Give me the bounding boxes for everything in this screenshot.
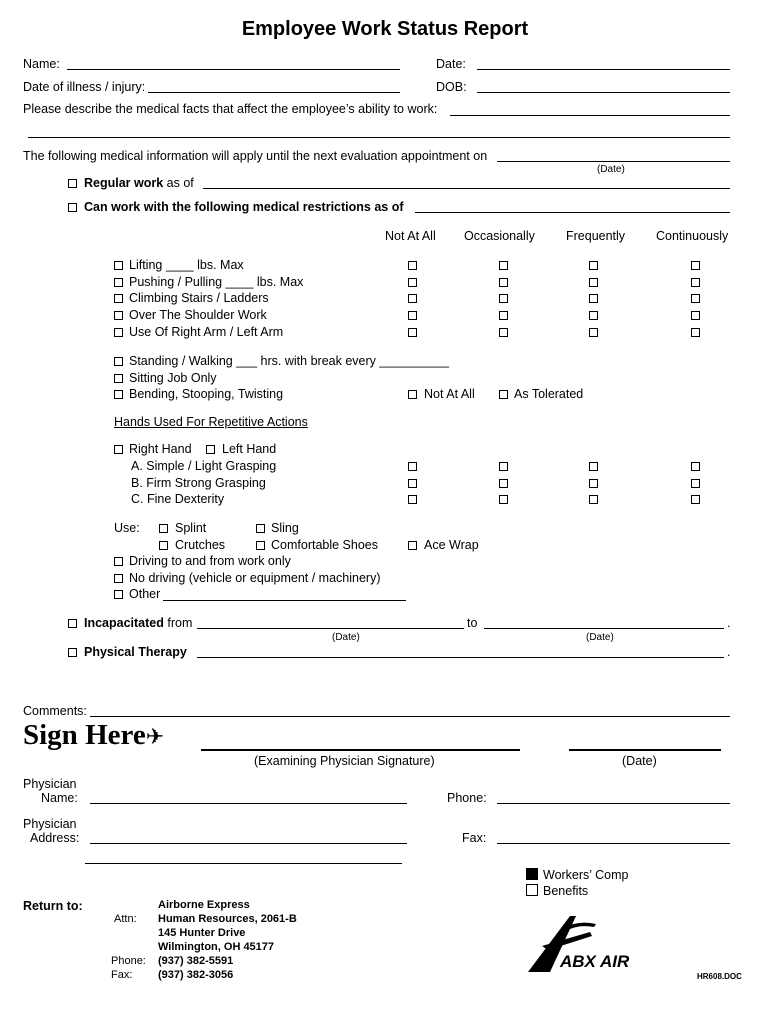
benefits-label: Benefits [543, 884, 589, 898]
arm-label: Use Of Right Arm / Left Arm [129, 325, 284, 339]
bending-not-at-all-label: Not At All [424, 387, 475, 401]
airplane-icon: ✈ [145, 725, 165, 750]
freq-checkbox[interactable] [408, 294, 417, 303]
signature-caption: (Examining Physician Signature) [254, 754, 435, 768]
freq-checkbox[interactable] [589, 462, 598, 471]
freq-checkbox[interactable] [499, 294, 508, 303]
date-caption: (Date) [597, 164, 625, 175]
to-date-caption: (Date) [586, 632, 614, 643]
incapacitated-period: . [727, 616, 731, 630]
bending-as-tolerated-label: As Tolerated [514, 387, 584, 401]
name-label: Name: [23, 57, 60, 71]
physician-fax-label: Fax: [462, 831, 487, 845]
shoulder-checkbox[interactable] [114, 311, 123, 320]
date-of-illness-label: Date of illness / injury: [23, 80, 146, 94]
incapacitated-to-field[interactable] [484, 628, 724, 629]
right-hand-checkbox[interactable] [114, 445, 123, 454]
shoes-label: Comfortable Shoes [271, 538, 379, 552]
incapacitated-label: Incapacitated from [84, 616, 193, 630]
workers-comp-label: Workers’ Comp [543, 868, 629, 882]
bending-not-at-all-checkbox[interactable] [408, 390, 417, 399]
attn-label: Attn: [114, 913, 137, 925]
hands-item-a: A. Simple / Light Grasping [131, 459, 277, 473]
standing-checkbox[interactable] [114, 357, 123, 366]
ace-wrap-label: Ace Wrap [424, 538, 479, 552]
use-label: Use: [114, 521, 140, 535]
restrictions-date-field[interactable] [415, 212, 730, 213]
driving-checkbox[interactable] [114, 557, 123, 566]
return-city: Wilmington, OH 45177 [158, 941, 275, 953]
freq-checkbox[interactable] [499, 261, 508, 270]
physician-fax-field[interactable] [497, 843, 730, 844]
comments-field[interactable] [90, 716, 730, 717]
workers-comp-checkbox[interactable] [526, 868, 538, 880]
freq-checkbox[interactable] [589, 278, 598, 287]
sitting-label: Sitting Job Only [129, 371, 217, 385]
bending-label: Bending, Stooping, Twisting [129, 387, 284, 401]
freq-checkbox[interactable] [691, 495, 700, 504]
bending-as-tolerated-checkbox[interactable] [499, 390, 508, 399]
ace-wrap-checkbox[interactable] [408, 541, 417, 550]
splint-checkbox[interactable] [159, 524, 168, 533]
left-hand-checkbox[interactable] [206, 445, 215, 454]
evaluation-date-field[interactable] [497, 161, 730, 162]
regular-work-checkbox[interactable] [68, 179, 77, 188]
physical-therapy-checkbox[interactable] [68, 648, 77, 657]
freq-checkbox[interactable] [499, 328, 508, 337]
benefits-checkbox[interactable] [526, 884, 538, 896]
freq-checkbox[interactable] [499, 462, 508, 471]
describe-label: Please describe the medical facts that affect the employee’s ability to work: [23, 102, 438, 116]
physician-name-field[interactable] [90, 803, 407, 804]
standing-label: Standing / Walking ___ hrs. with break every __________ [129, 354, 449, 368]
other-checkbox[interactable] [114, 590, 123, 599]
climbing-checkbox[interactable] [114, 294, 123, 303]
header-frequently: Frequently [566, 229, 626, 243]
date-label: Date: [436, 57, 466, 71]
freq-checkbox[interactable] [408, 328, 417, 337]
dob-field[interactable] [477, 92, 730, 93]
physician-address-field-1[interactable] [90, 843, 407, 844]
dob-label: DOB: [436, 80, 467, 94]
freq-checkbox[interactable] [589, 311, 598, 320]
other-field[interactable] [163, 600, 406, 601]
freq-checkbox[interactable] [691, 294, 700, 303]
signature-date-field[interactable] [569, 749, 721, 751]
freq-checkbox[interactable] [408, 479, 417, 488]
physician-phone-label: Phone: [447, 791, 487, 805]
doc-code: HR608.DOC [697, 972, 742, 981]
physical-therapy-label: Physical Therapy [84, 645, 187, 659]
driving-label: Driving to and from work only [129, 554, 291, 568]
following-info-label: The following medical information will apply until the next evaluation appointment on [23, 149, 488, 163]
freq-checkbox[interactable] [408, 261, 417, 270]
signature-field[interactable] [201, 749, 520, 751]
signature-date-caption: (Date) [622, 754, 657, 768]
header-occasionally: Occasionally [464, 229, 535, 243]
header-not-at-all: Not At All [385, 229, 436, 243]
lifting-label: Lifting ____ lbs. Max [129, 258, 244, 272]
freq-checkbox[interactable] [691, 261, 700, 270]
physician-phone-field[interactable] [497, 803, 730, 804]
physical-therapy-period: . [727, 645, 731, 659]
physician-name-label-2: Name: [41, 791, 78, 805]
freq-checkbox[interactable] [408, 462, 417, 471]
return-company: Airborne Express [158, 899, 250, 911]
crutches-label: Crutches [175, 538, 226, 552]
climbing-label: Climbing Stairs / Ladders [129, 291, 269, 305]
header-continuously: Continuously [656, 229, 729, 243]
freq-checkbox[interactable] [691, 462, 700, 471]
lifting-checkbox[interactable] [114, 261, 123, 270]
freq-checkbox[interactable] [408, 495, 417, 504]
bending-checkbox[interactable] [114, 390, 123, 399]
sitting-checkbox[interactable] [114, 374, 123, 383]
comments-label: Comments: [23, 704, 87, 718]
page-title: Employee Work Status Report [241, 18, 529, 40]
incapacitated-from-field[interactable] [197, 628, 464, 629]
physical-therapy-field[interactable] [197, 657, 724, 658]
physician-name-label-1: Physician [23, 777, 77, 791]
freq-checkbox[interactable] [499, 495, 508, 504]
no-driving-label: No driving (vehicle or equipment / machinery) [129, 571, 381, 585]
abx-air-logo [520, 912, 640, 974]
physician-address-label-2: Address: [30, 831, 80, 845]
sling-label: Sling [271, 521, 299, 535]
pushing-label: Pushing / Pulling ____ lbs. Max [129, 275, 304, 289]
date-of-illness-field[interactable] [148, 92, 400, 93]
shoulder-label: Over The Shoulder Work [129, 308, 267, 322]
describe-field-1[interactable] [450, 115, 730, 116]
freq-checkbox[interactable] [691, 328, 700, 337]
sling-checkbox[interactable] [256, 524, 265, 533]
freq-checkbox[interactable] [499, 311, 508, 320]
freq-checkbox[interactable] [589, 479, 598, 488]
incapacitated-checkbox[interactable] [68, 619, 77, 628]
physician-address-label-1: Physician [23, 817, 77, 831]
incapacitated-to-label: to [467, 616, 478, 630]
arm-checkbox[interactable] [114, 328, 123, 337]
freq-checkbox[interactable] [589, 495, 598, 504]
freq-checkbox[interactable] [691, 479, 700, 488]
freq-checkbox[interactable] [691, 311, 700, 320]
shoes-checkbox[interactable] [256, 541, 265, 550]
splint-label: Splint [175, 521, 207, 535]
other-label: Other [129, 587, 161, 601]
freq-checkbox[interactable] [499, 479, 508, 488]
pushing-checkbox[interactable] [114, 278, 123, 287]
return-to-label: Return to: [23, 899, 83, 913]
hands-item-b: B. Firm Strong Grasping [131, 476, 266, 490]
return-phone-label: Phone: [111, 955, 146, 967]
restrictions-label: Can work with the following medical restrictions as of [84, 200, 404, 214]
regular-work-label: Regular work as of [84, 176, 194, 190]
hands-item-c: C. Fine Dexterity [131, 492, 225, 506]
freq-checkbox[interactable] [499, 278, 508, 287]
return-street: 145 Hunter Drive [158, 927, 246, 939]
from-date-caption: (Date) [332, 632, 360, 643]
return-fax-label: Fax: [111, 969, 133, 981]
return-dept: Human Resources, 2061-B [158, 913, 297, 925]
freq-checkbox[interactable] [408, 278, 417, 287]
return-phone: (937) 382-5591 [158, 955, 234, 967]
physician-address-field-2[interactable] [85, 863, 402, 864]
logo-text: ABX AIR [560, 952, 630, 971]
freq-checkbox[interactable] [589, 294, 598, 303]
right-hand-label: Right Hand [129, 442, 192, 456]
name-field[interactable] [67, 69, 400, 70]
left-hand-label: Left Hand [222, 442, 277, 456]
hands-heading: Hands Used For Repetitive Actions [114, 415, 308, 429]
regular-work-date-field[interactable] [203, 188, 730, 189]
return-fax: (937) 382-3056 [158, 969, 234, 981]
describe-field-2[interactable] [28, 137, 730, 138]
no-driving-checkbox[interactable] [114, 574, 123, 583]
crutches-checkbox[interactable] [159, 541, 168, 550]
freq-checkbox[interactable] [589, 328, 598, 337]
date-field[interactable] [477, 69, 730, 70]
freq-checkbox[interactable] [691, 278, 700, 287]
freq-checkbox[interactable] [408, 311, 417, 320]
freq-checkbox[interactable] [589, 261, 598, 270]
sign-here-label: Sign Here✈ [23, 719, 165, 751]
restrictions-checkbox[interactable] [68, 203, 77, 212]
